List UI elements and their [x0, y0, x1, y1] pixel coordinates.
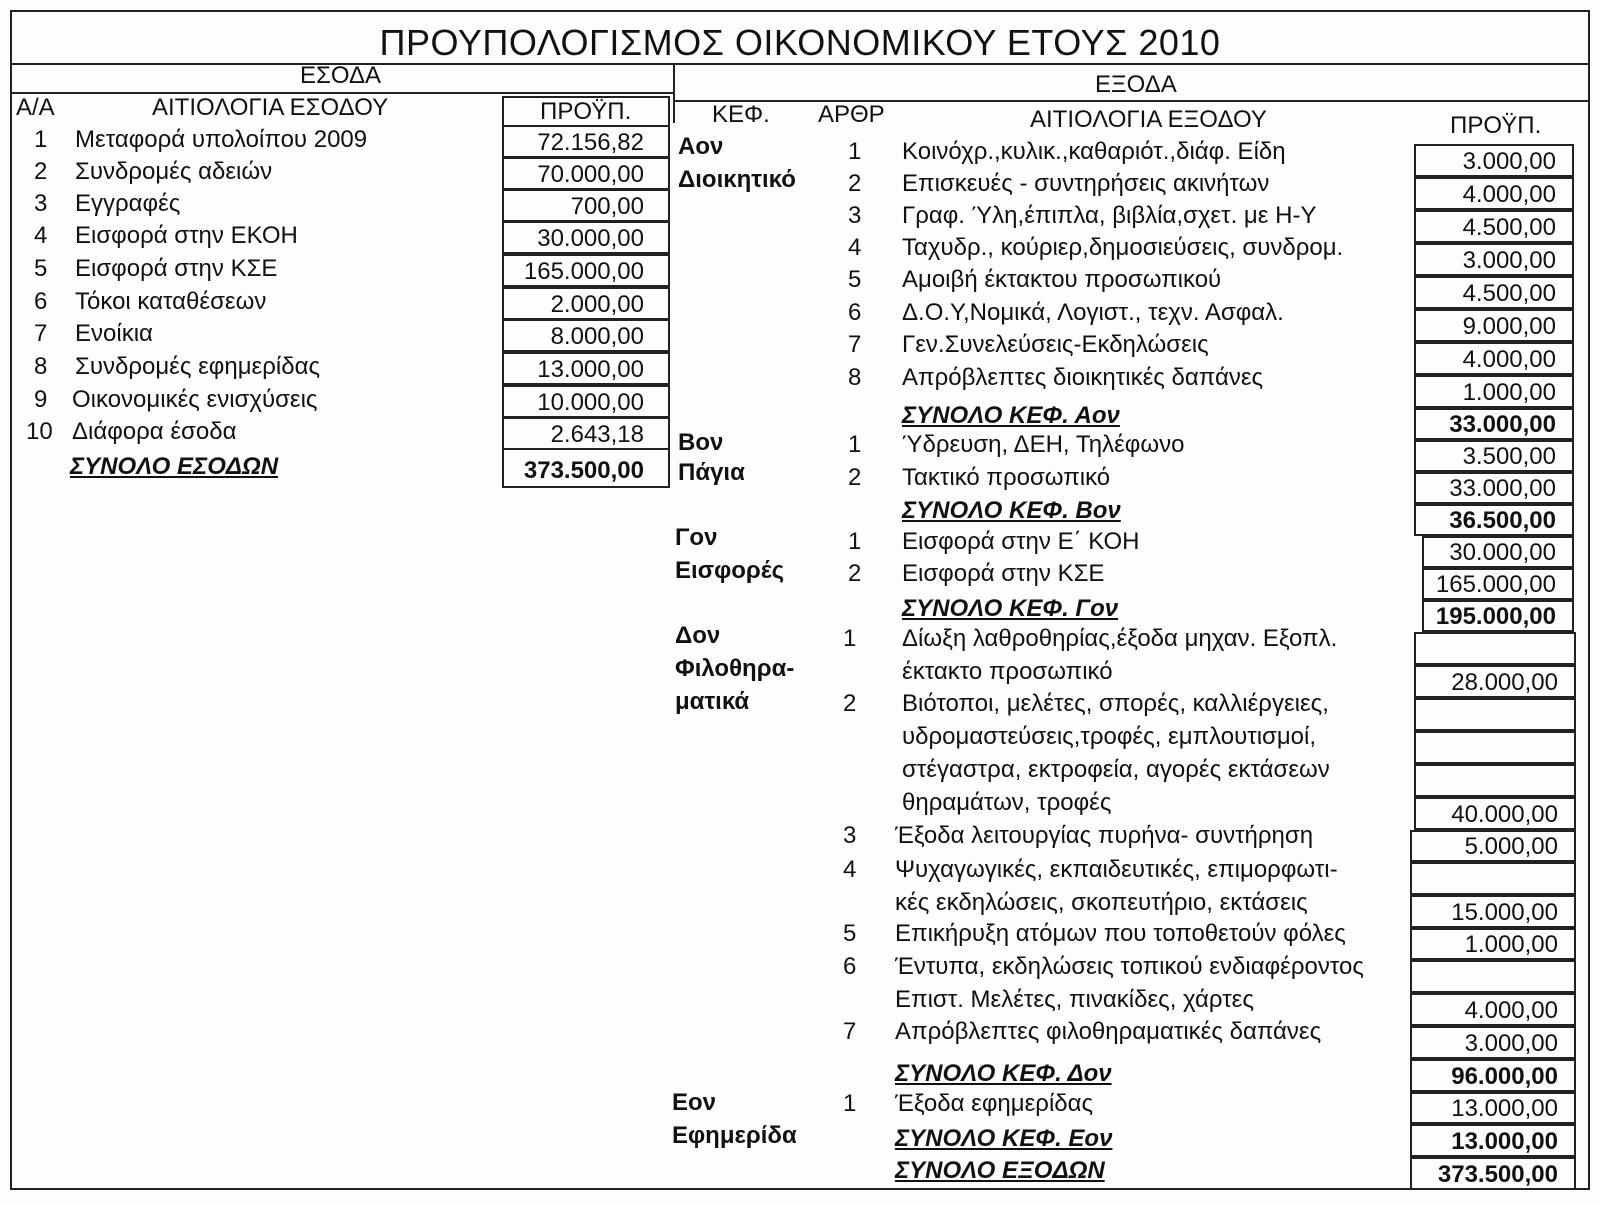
- income-row-number: 8: [34, 353, 48, 380]
- expense-amount: [1410, 862, 1576, 895]
- income-row-amount: 72.156,82: [502, 125, 670, 158]
- expenses-col-desc: ΑΙΤΙΟΛΟΓΙΑ ΕΞΟΔΟΥ: [1030, 106, 1267, 133]
- income-col-desc: ΑΙΤΙΟΛΟΓΙΑ ΕΣΟΔΟΥ: [152, 94, 389, 121]
- expense-line-desc: Έξοδα εφημερίδας: [895, 1090, 1094, 1117]
- total-chapter-e: ΣΥΝΟΛΟ ΚΕΦ. Εον: [895, 1125, 1113, 1152]
- expense-amount: 9.000,00: [1414, 309, 1574, 342]
- income-row-desc: Διάφορα έσοδα: [72, 418, 237, 445]
- expense-article-number: 1: [843, 625, 857, 652]
- expense-amount: 4.000,00: [1414, 177, 1574, 210]
- expense-amount: 30.000,00: [1422, 536, 1574, 568]
- expense-line-desc: Αμοιβή έκτακτου προσωπικού: [902, 266, 1222, 293]
- expense-line-desc: Δίωξη λαθροθηρίας,έξοδα μηχαν. Εξοπλ.: [902, 625, 1338, 652]
- expense-article-number: 6: [848, 299, 862, 326]
- total-chapter-a: ΣΥΝΟΛΟ ΚΕΦ. Αον: [902, 402, 1120, 429]
- expense-line-desc: υδρομαστεύσεις,τροφές, εμπλουτισμοί,: [902, 723, 1317, 750]
- income-row-desc: Εισφορά στην ΚΣΕ: [75, 255, 278, 282]
- chapter-a-name: Διοικητικό: [678, 166, 796, 193]
- expense-article-number: 1: [848, 431, 862, 458]
- expense-amount: 13.000,00: [1410, 1124, 1576, 1157]
- expense-article-number: 4: [848, 234, 862, 261]
- income-row-desc: Συνδρομές εφημερίδας: [75, 353, 321, 380]
- chapter-a-code: Αον: [678, 133, 724, 160]
- income-row-desc: Εισφορά στην ΕΚΟΗ: [75, 222, 298, 249]
- expense-amount: 15.000,00: [1410, 895, 1576, 928]
- expense-line-desc: Εισφορά στην Ε΄ ΚΟΗ: [902, 528, 1140, 555]
- expense-article-number: 7: [848, 331, 862, 358]
- expense-article-number: 2: [843, 690, 857, 717]
- expense-line-desc: Δ.Ο.Υ,Νομικά, Λογιστ., τεχν. Ασφαλ.: [902, 299, 1284, 326]
- expense-amount: [1414, 698, 1576, 731]
- expense-amount: 4.000,00: [1414, 342, 1574, 375]
- expense-line-desc: Έξοδα λειτουργίας πυρήνα- συντήρηση: [895, 822, 1314, 849]
- income-row-number: 1: [34, 126, 48, 153]
- expense-amount: 96.000,00: [1410, 1059, 1576, 1092]
- income-row-number: 4: [34, 222, 48, 249]
- expenses-col-budget: ΠΡΟΫΠ.: [1450, 112, 1542, 139]
- expense-line-desc: θηραμάτων, τροφές: [902, 789, 1112, 816]
- expense-amount: 3.000,00: [1410, 1026, 1576, 1059]
- column-divider: [673, 63, 675, 123]
- expense-line-desc: Ταχυδρ., κούριερ,δημοσιεύσεις, συνδρομ.: [902, 234, 1344, 261]
- title-divider: [10, 63, 1590, 65]
- expense-amount: 373.500,00: [1410, 1157, 1576, 1190]
- income-row-amount: 2.000,00: [502, 287, 670, 320]
- expense-amount: 33.000,00: [1414, 472, 1574, 504]
- chapter-d-name: Φιλοθηρα-: [675, 655, 795, 682]
- expense-amount: [1414, 632, 1576, 665]
- expenses-col-chapter: ΚΕΦ.: [712, 101, 770, 128]
- expense-article-number: 5: [848, 266, 862, 293]
- expense-article-number: 2: [848, 170, 862, 197]
- expense-line-desc: στέγαστρα, εκτροφεία, αγορές εκτάσεων: [902, 756, 1330, 783]
- expense-article-number: 1: [848, 138, 862, 165]
- income-total-label: ΣΥΝΟΛΟ ΕΣΟΔΩΝ: [70, 453, 279, 480]
- expense-amount: 4.500,00: [1414, 210, 1574, 243]
- expense-article-number: 2: [848, 560, 862, 587]
- chapter-b-code: Βον: [678, 429, 724, 456]
- expense-line-desc: Απρόβλεπτες φιλοθηραματικές δαπάνες: [895, 1018, 1322, 1045]
- expense-line-desc: Απρόβλεπτες διοικητικές δαπάνες: [902, 364, 1264, 391]
- expenses-header-divider: [673, 100, 1590, 102]
- income-row-desc: Μεταφορά υπολοίπου 2009: [75, 126, 368, 153]
- expense-line-desc: Ύδρευση, ΔΕΗ, Τηλέφωνο: [902, 431, 1185, 458]
- total-chapter-d: ΣΥΝΟΛΟ ΚΕΦ. Δον: [895, 1060, 1112, 1087]
- income-row-desc: Συνδρομές αδειών: [75, 158, 273, 185]
- expense-amount: 40.000,00: [1414, 797, 1576, 830]
- expense-amount: 33.000,00: [1414, 408, 1574, 440]
- expense-amount: 4.500,00: [1414, 276, 1574, 309]
- expense-line-desc: Έντυπα, εκδηλώσεις τοπικού ενδιαφέροντος: [895, 953, 1364, 980]
- income-header: ΕΣΟΔΑ: [300, 62, 382, 89]
- income-total-amount: 373.500,00: [523, 457, 644, 484]
- page-title: ΠΡΟΥΠΟΛΟΓΙΣΜΟΣ ΟΙΚΟΝΟΜΙΚΟΥ ΕΤΟΥΣ 2010: [379, 22, 1221, 63]
- expense-line-desc: Γεν.Συνελεύσεις-Εκδηλώσεις: [902, 331, 1209, 358]
- expense-line-desc: Επικήρυξη ατόμων που τοποθετούν φόλες: [895, 920, 1346, 947]
- total-chapter-c: ΣΥΝΟΛΟ ΚΕΦ. Γον: [902, 595, 1119, 622]
- income-row-number: 9: [34, 386, 48, 413]
- income-row-amount: 165.000,00: [502, 254, 670, 287]
- expense-article-number: 2: [848, 464, 862, 491]
- expense-amount: [1410, 960, 1576, 993]
- expense-article-number: 7: [843, 1018, 857, 1045]
- expense-line-desc: κές εκδηλώσεις, σκοπευτήριο, εκτάσεις: [895, 889, 1308, 916]
- expense-amount: 4.000,00: [1410, 993, 1576, 1026]
- income-row-desc: Ενοίκια: [75, 320, 153, 347]
- document-frame: [10, 10, 1590, 1190]
- income-row-amount: 700,00: [502, 189, 670, 222]
- income-row-amount: 70.000,00: [502, 157, 670, 190]
- expense-line-desc: Γραφ. Ύλη,έπιπλα, βιβλία,σχετ. με Η-Υ: [902, 202, 1317, 229]
- expense-line-desc: Τακτικό προσωπικό: [902, 464, 1111, 491]
- expense-article-number: 6: [843, 953, 857, 980]
- expense-article-number: 3: [848, 202, 862, 229]
- expense-line-desc: Ψυχαγωγικές, εκπαιδευτικές, επιμορφωτι-: [895, 856, 1338, 883]
- income-row-desc: Τόκοι καταθέσεων: [75, 288, 267, 315]
- expense-amount: 1.000,00: [1410, 928, 1576, 960]
- income-row-number: 2: [34, 158, 48, 185]
- expense-article-number: 3: [843, 822, 857, 849]
- income-row-desc: Εγγραφές: [75, 190, 181, 217]
- income-row-desc: Οικονομικές ενισχύσεις: [72, 386, 318, 413]
- expenses-header: ΕΞΟΔΑ: [1095, 71, 1177, 98]
- income-row-number: 6: [34, 288, 48, 315]
- chapter-c-name: Εισφορές: [675, 557, 785, 584]
- expense-amount: 1.000,00: [1414, 375, 1574, 408]
- expense-article-number: 1: [848, 528, 862, 555]
- income-row-amount: 8.000,00: [502, 319, 670, 352]
- chapter-c-code: Γον: [675, 524, 718, 551]
- expense-line-desc: Κοινόχρ.,κυλικ.,καθαριότ.,διάφ. Είδη: [902, 138, 1286, 165]
- income-row-amount: 13.000,00: [502, 352, 670, 385]
- expense-article-number: 4: [843, 856, 857, 883]
- total-chapter-b: ΣΥΝΟΛΟ ΚΕΦ. Βον: [902, 497, 1121, 524]
- income-col-budget: ΠΡΟΫΠ.: [540, 98, 632, 125]
- expense-amount: 3.000,00: [1414, 243, 1574, 276]
- expense-amount: 3.500,00: [1414, 440, 1574, 472]
- income-row-number: 3: [34, 190, 48, 217]
- expense-amount: 3.000,00: [1414, 144, 1574, 177]
- expense-amount: [1414, 731, 1576, 764]
- chapter-d-name-cont: ματικά: [675, 688, 750, 715]
- expense-line-desc: Επιστ. Μελέτες, πινακίδες, χάρτες: [895, 986, 1254, 1013]
- total-expenses-label: ΣΥΝΟΛΟ ΕΞΟΔΩΝ: [895, 1157, 1105, 1184]
- expense-article-number: 5: [843, 920, 857, 947]
- expense-amount: 28.000,00: [1414, 665, 1576, 698]
- chapter-d-code: Δον: [675, 622, 721, 649]
- expense-amount: 13.000,00: [1410, 1092, 1576, 1124]
- expense-line-desc: έκτακτο προσωπικό: [902, 658, 1113, 685]
- chapter-e-name: Εφημερίδα: [672, 1122, 797, 1149]
- income-row-number: 7: [34, 320, 48, 347]
- expense-article-number: 8: [848, 364, 862, 391]
- income-col-aa: Α/Α: [16, 94, 55, 121]
- expense-amount: 165.000,00: [1422, 568, 1574, 600]
- expense-amount: 36.500,00: [1414, 504, 1574, 536]
- chapter-e-code: Εον: [672, 1089, 717, 1116]
- income-row-amount: 2.643,18: [502, 417, 670, 450]
- income-row-amount: 30.000,00: [502, 221, 670, 254]
- income-row-number: 10: [26, 418, 53, 445]
- expense-amount: [1414, 764, 1576, 797]
- expense-article-number: 1: [843, 1090, 857, 1117]
- expense-line-desc: Βιότοποι, μελέτες, σπορές, καλλιέργειες,: [902, 690, 1329, 717]
- expenses-col-article: ΑΡΘΡ: [818, 101, 885, 128]
- expense-amount: 5.000,00: [1410, 830, 1576, 862]
- expense-line-desc: Εισφορά στην ΚΣΕ: [902, 560, 1105, 587]
- chapter-b-name: Πάγια: [678, 459, 745, 486]
- income-row-amount: 10.000,00: [502, 385, 670, 418]
- income-row-number: 5: [34, 255, 48, 282]
- expense-line-desc: Επισκευές - συντηρήσεις ακινήτων: [902, 170, 1270, 197]
- expense-amount: 195.000,00: [1422, 600, 1574, 632]
